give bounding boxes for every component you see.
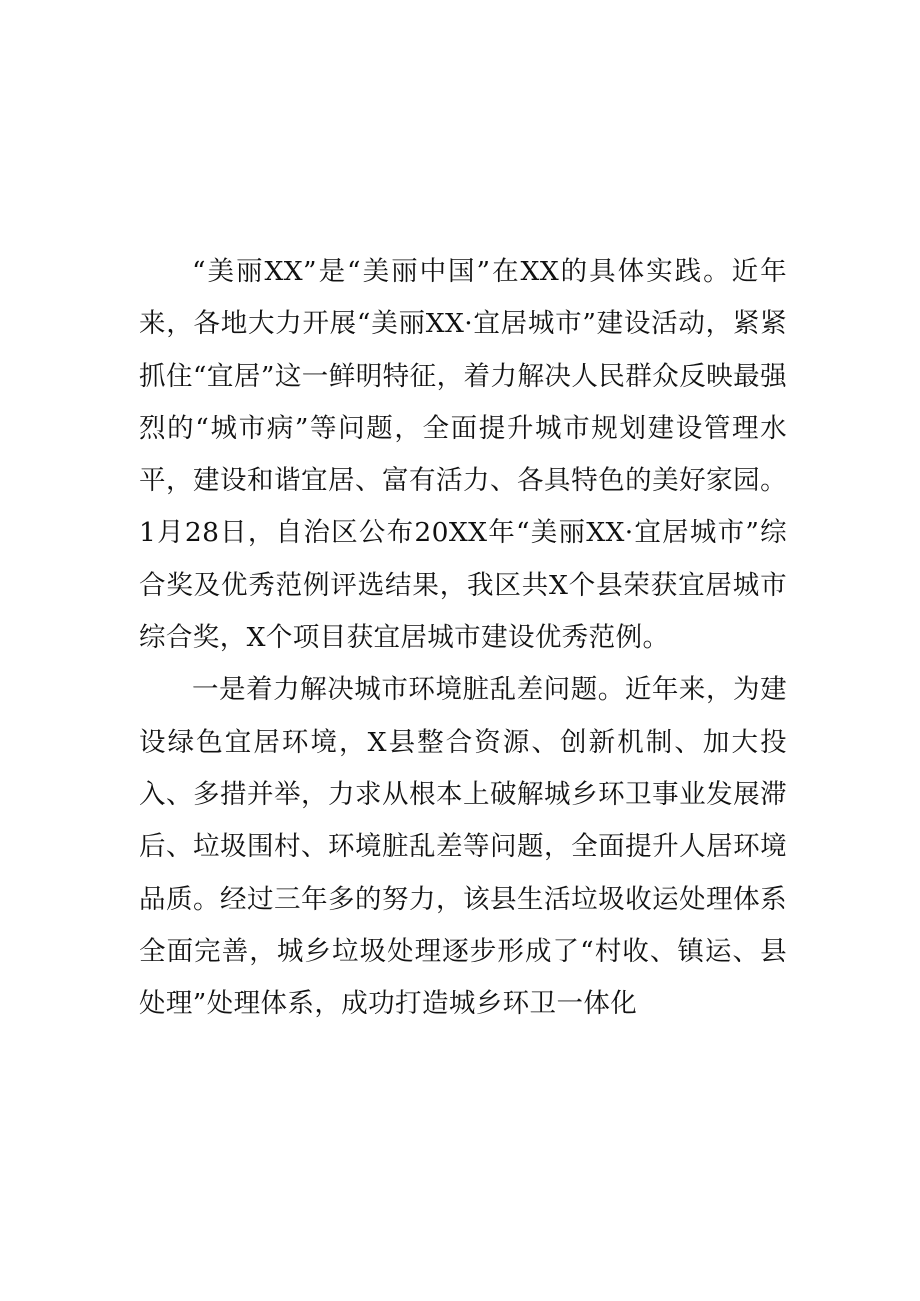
paragraph-intro: “美丽XX”是“美丽中国”在XX的具体实践。近年来，各地大力开展“美丽XX·宜居城市”建设活动，紧紧抓住“宜居”这一鲜明特征，着力解决人民群众反映最强烈的“城市病”等问题，全面提升城市规划建设管理水平，建设和谐宜居、富有活力、各具特色的美好家园。1月28日，自治区公布20XX年“美丽XX·宜居城市”综合奖及优秀范例评选结果，我区共X个县荣获宜居城市综合奖，X个项目获宜居城市建设优秀范例。 <box>139 256 787 654</box>
document-body <box>139 246 787 1030</box>
paragraph-point-one: 一是着力解决城市环境脏乱差问题。近年来，为建设绿色宜居环境，X县整合资源、创新机制、加大投入、多措并举，力求从根本上破解城乡环卫事业发展滞后、垃圾围村、环境脏乱差等问题，全面提升人居环境品质。经过三年多的努力，该县生活垃圾收运处理体系全面完善，城乡垃圾处理逐步形成了“村收、镇运、县处理”处理体系，成功打造城乡环卫一体化 <box>139 674 787 1020</box>
